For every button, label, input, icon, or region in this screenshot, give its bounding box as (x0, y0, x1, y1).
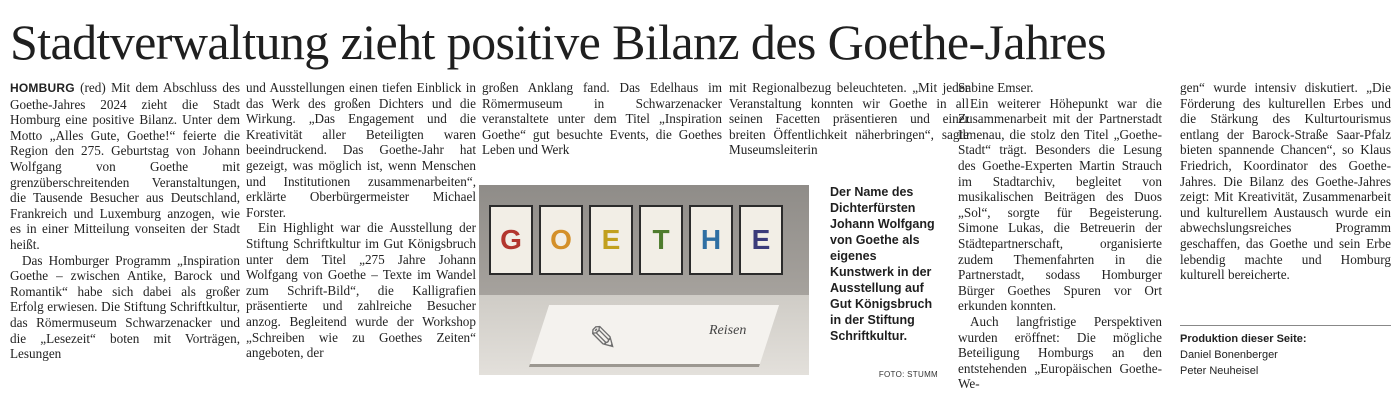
article-column-5 (958, 80, 1162, 392)
paragraph-continued: Sabine Emser. (958, 80, 1034, 95)
paragraph-continued: mit Regionalbezug beleuchteten. „Mit jeder Veranstaltung konnten wir Goethe in all seinen Facetten präsentieren und einer breiten Öffentlichkeit näherbringen“, sagte Museumsleiterin (729, 80, 969, 158)
sketch-icon: ✎ (589, 321, 618, 358)
letter-panel: G (489, 205, 533, 275)
paragraph: Ein Highlight war die Ausstellung der Stiftung Schriftkultur im Gut Königsbruch unter dem Titel „275 Jahre Johann Wolfgang von Goethe – Texte im Wandel zum Schrift-Bild“, die Kalligrafien präsentierte und zahlreiche Besucher anzog. Begleitend wurde der Workshop „Schreiben wie zu Goethes Zeiten“ angeboten, der (246, 220, 476, 361)
book-text: Reisen (709, 323, 747, 338)
paragraph-continued: und Ausstellungen einen tiefen Einblick in das Werk des großen Dichters und die Wirkung. „Das Engagement und die Kreativität aller Beteiligten waren beeindruckend. Das Goethe-Jahr hat gezeigt, was möglich ist, wenn Menschen und Institutionen zusammenarbeiten“, erklärte Oberbürgermeister Michael Forster. (246, 80, 476, 220)
letter-panel: E (589, 205, 633, 275)
article-column-1 (10, 80, 240, 362)
production-title: Produktion dieser Seite: (1180, 333, 1307, 345)
dateline: HOMBURG (10, 81, 75, 95)
letter-panel: E (739, 205, 783, 275)
paragraph-1 (10, 80, 240, 253)
article-column-4 (729, 80, 969, 158)
article-column-3 (482, 80, 722, 158)
paragraph: Auch langfristige Perspektiven wurden eröffnet: Die mögliche Beteiligung Homburgs an den entstehenden „Europäischen Goethe-We- (958, 313, 1162, 392)
headline: Stadtverwaltung zieht positive Bilanz des Goethe-Jahres (10, 14, 1106, 70)
article-column-2 (246, 80, 476, 361)
letter-panel: T (639, 205, 683, 275)
paragraph-1-text: (red) Mit dem Abschluss des Goethe-Jahres 2024 zieht die Stadt Homburg eine positive Bilanz. Unter dem Motto „Alles Gute, Goethe!“ feierte die Region den 275. Geburtstag von Johann Wolfgang von Goethe mit grenzüberschreitenden Veranstaltungen, die Tausende Besucher aus Deutschland, Frankreich und Luxemburg anzogen, wie es in einer Mitteilung vonseiten der Stadt heißt. (10, 80, 240, 252)
production-name: Daniel Bonenberger (1180, 349, 1278, 361)
photo-caption: Der Name des Dichterfürsten Johann Wolfgang von Goethe als eigenes Kunstwerk in der Ausstellung auf Gut Königsbruch in der Stiftung Schriftkultur. (830, 185, 935, 343)
paragraph-2: Das Homburger Programm „Inspiration Goethe – zwischen Antike, Barock und Romantik“ habe sich dabei als großer Erfolg erwiesen. Die Stiftung Schriftkultur, das Römermuseum Schwarzenacker und die „Lesezeit“ boten mit Vorträgen, Lesungen (10, 252, 240, 362)
letter-panel: H (689, 205, 733, 275)
article-column-6 (1180, 80, 1391, 283)
paragraph: Ein weiterer Höhepunkt war die Zusammenarbeit mit der Partnerstadt Ilmenau, die stolz den Titel „Goethe-Stadt“ trägt. Besonders die Lesung des Goethe-Experten Martin Strauch im Stadtarchiv, begleitet von musikalischen Beiträgen des Duos „Sol“, sorgte für Begeisterung. Simone Lukas, die Betreuerin der Städtepartnerschaft, organisierte zudem Themenfahrten in die Partnerstadt, sodass Homburger Bürger Goethes Spuren vor Ort erkunden konnten. (958, 95, 1162, 314)
production-name: Peter Neuheisel (1180, 365, 1259, 377)
letter-panel: O (539, 205, 583, 275)
exhibition-photo (479, 185, 809, 375)
paragraph-continued: großen Anklang fand. Das Edelhaus im Römermuseum in Schwarzenacker veranstaltete unter dem Titel „Inspiration Goethe“ gut besuchte Events, die Goethes Leben und Werk (482, 80, 722, 158)
photo-credit: FOTO: STUMM (878, 370, 938, 379)
production-credits (1180, 325, 1391, 379)
paragraph-continued: gen“ wurde intensiv diskutiert. „Die Förderung des kulturellen Erbes und die Stärkung des Kulturtourismus entlang der Barock-Straße Saar-Pfalz bieten spannende Chancen“, so Klaus Friedrich, Koordinator des Goethe-Jahres. Die Bilanz des Goethe-Jahres zeigt: Mit Kreativität, Zusammenarbeit und kulturellem Austausch wurde ein abwechslungsreiches Programm geschaffen, das Goethe und sein Erbe lebendig machte und Homburg kulturell bereicherte. (1180, 80, 1391, 283)
